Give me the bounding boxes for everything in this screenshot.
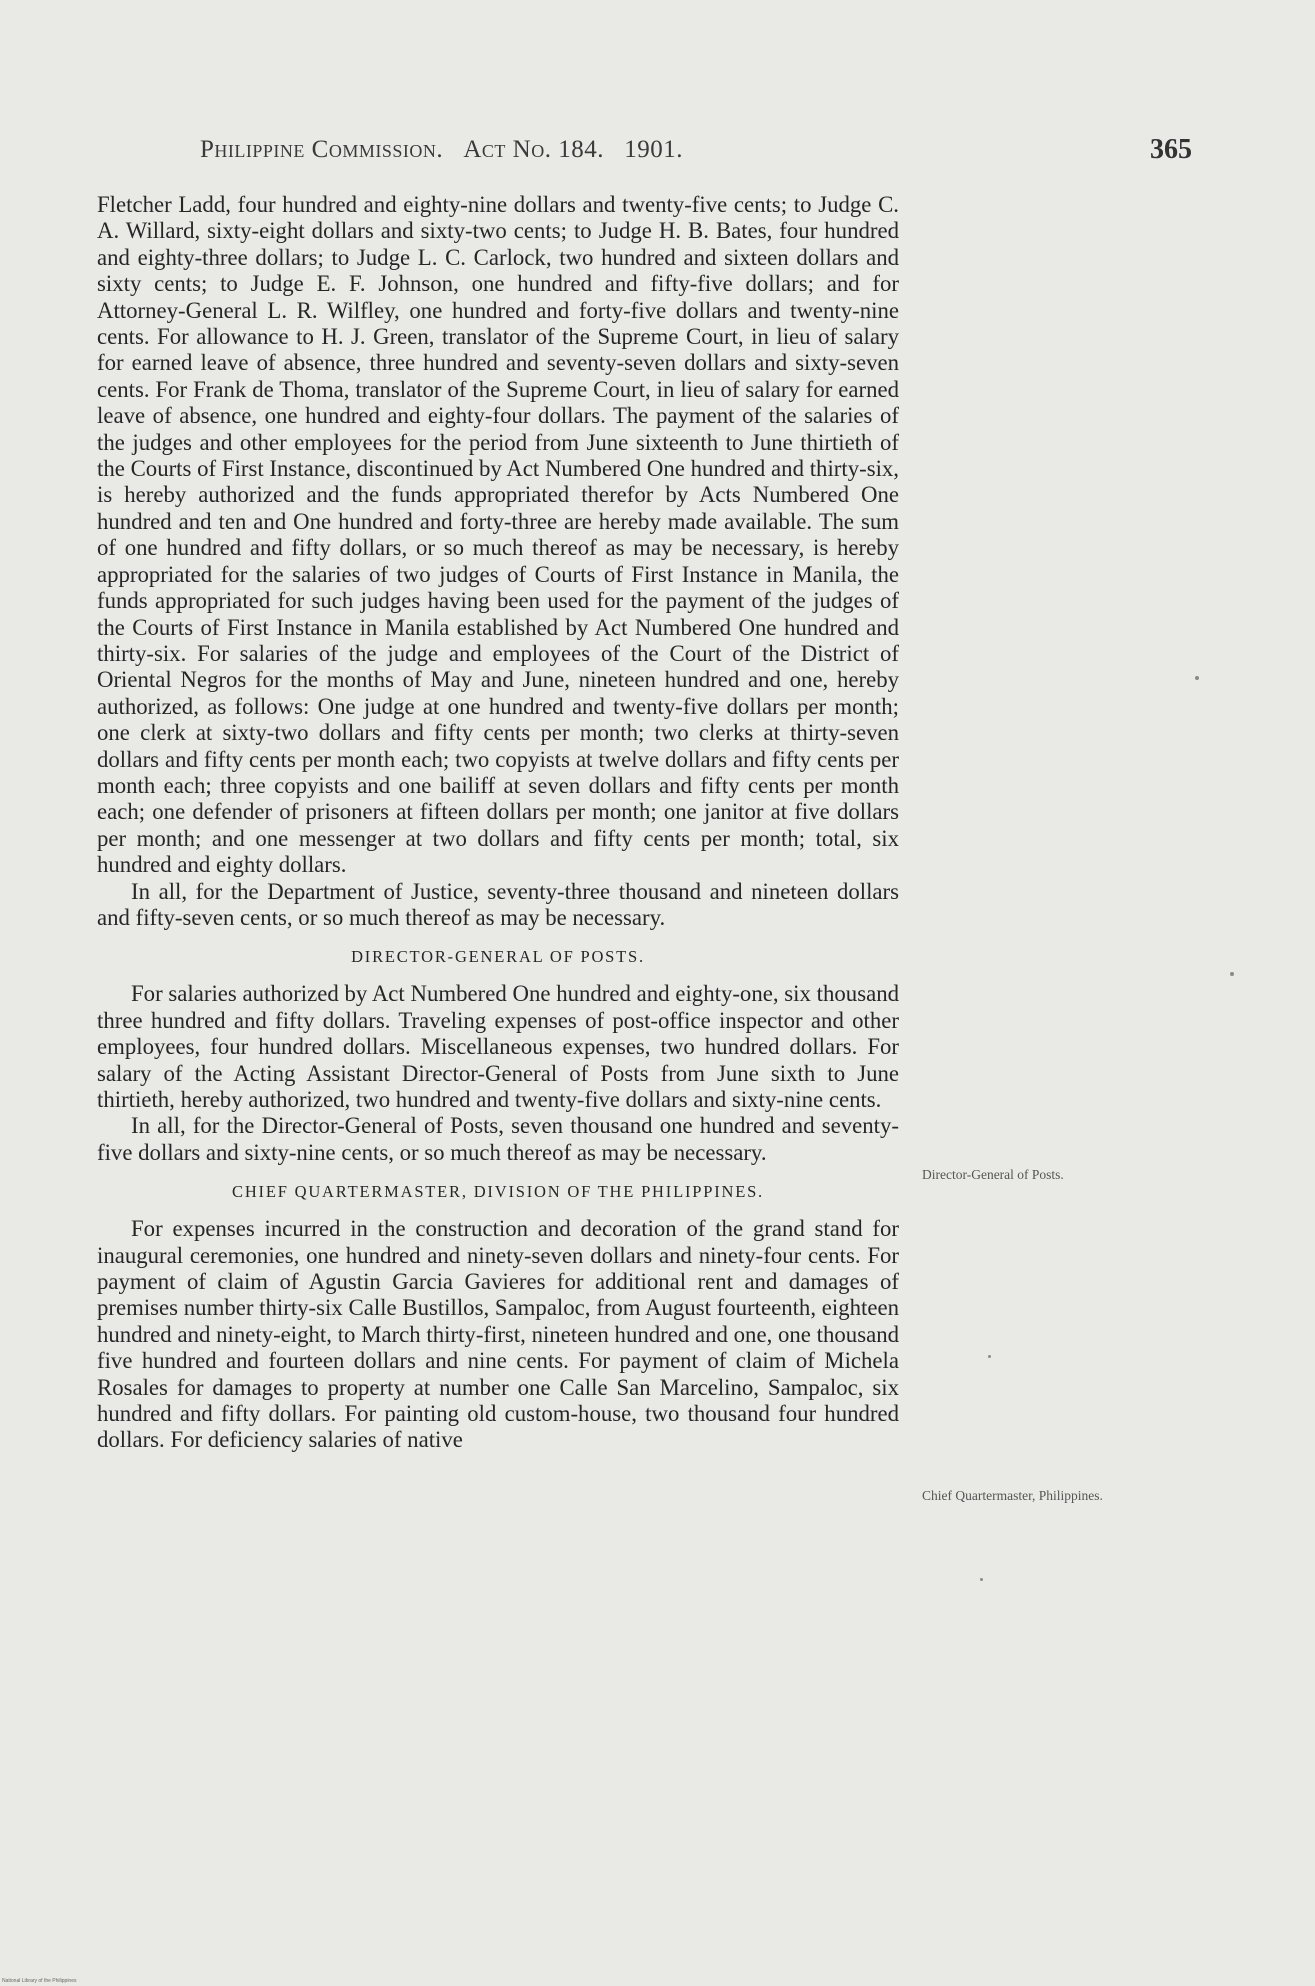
margin-note-posts: Director-General of Posts.: [922, 1167, 1064, 1182]
body-paragraph: For expenses incurred in the construction and decoration of the grand stand for inaugural ceremonies, one hundred and ninety-seven dollars and ninety-four cents. For payment of claim of Agustin Garcia Gavieres for additional rent and damages of premises number thirty-six Calle Bustillos, Sampaloc, from August fourteenth, eighteen hundred and ninety-eight, to March thirty-first, nineteen hundred and one, one thousand five hundred and fourteen dollars and nine cents. For payment of claim of Michela Rosales for damages to property at number one Calle San Marcelino, Sampaloc, six hundred and fifty dollars. For painting old custom-house, two thousand four hundred dollars. For deficiency salaries of native: [97, 1216, 899, 1453]
body-paragraph: In all, for the Department of Justice, seventy-three thousand and nineteen dollars and fifty-seven cents, or so much thereof as may be necessary.: [97, 878, 899, 930]
header-year: 1901.: [624, 136, 683, 163]
section-heading-posts: DIRECTOR-GENERAL OF POSTS.: [351, 947, 645, 967]
body-paragraph: In all, for the Director-General of Posts, seven thousand one hundred and seventy-five dollars and sixty-nine cents, or so much thereof as may be necessary.: [97, 1113, 899, 1165]
act-number: Act No. 184.: [463, 136, 604, 163]
section-heading-quartermaster: CHIEF QUARTERMASTER, DIVISION OF THE PHILIPPINES.: [232, 1182, 764, 1202]
scan-speck: [1195, 676, 1199, 680]
page-body: [97, 192, 899, 1454]
running-header: [200, 136, 800, 164]
body-paragraph: For salaries authorized by Act Numbered One hundred and eighty-one, six thousand three hundred and fifty dollars. Traveling expenses of post-office inspector and other employees, four hundred dollars. Miscellaneous expenses, two hundred dollars. For salary of the Acting Assistant Director-General of Posts from June sixth to June thirtieth, hereby authorized, two hundred and twenty-five dollars and sixty-nine cents.: [97, 981, 899, 1112]
running-title: Philippine Commission.: [200, 136, 444, 163]
body-paragraph: Fletcher Ladd, four hundred and eighty-nine dollars and twenty-five cents; to Judge C. A. Willard, sixty-eight dollars and sixty-two cents; to Judge H. B. Bates, four hundred and eighty-three dollars; to Judge L. C. Carlock, two hundred and sixteen dollars and sixty cents; to Judge E. F. Johnson, one hundred and fifty-five dollars; and for Attorney-General L. R. Wilfley, one hundred and forty-five dollars and twenty-nine cents. For allowance to H. J. Green, translator of the Supreme Court, in lieu of salary for earned leave of absence, three hundred and seventy-seven dollars and sixty-seven cents. For Frank de Thoma, translator of the Supreme Court, in lieu of salary for earned leave of absence, one hundred and eighty-four dollars. The payment of the salaries of the judges and other employees for the period from June sixteenth to June thirtieth of the Courts of First Instance, discontinued by Act Numbered One hundred and thirty-six, is hereby authorized and the funds appropriated therefor by Acts Numbered One hundred and ten and One hundred and forty-three are hereby made available. The sum of one hundred and fifty dollars, or so much thereof as may be necessary, is hereby appropriated for the salaries of two judges of Courts of First Instance in Manila, the funds appropriated for such judges having been used for the payment of the judges of the Courts of First Instance in Manila established by Act Numbered One hundred and thirty-six. For salaries of the judge and employees of the Court of the District of Oriental Negros for the months of May and June, nineteen hundred and one, hereby authorized, as follows: One judge at one hundred and twenty-five dollars per month; one clerk at sixty-two dollars and fifty cents per month; two clerks at thirty-seven dollars and fifty cents per month each; two copyists at twelve dollars and fifty cents per month each; three copyists and one bailiff at seven dollars and fifty cents per month each; one defender of prisoners at fifteen dollars per month; one janitor at five dollars per month; and one messenger at two dollars and fifty cents per month; total, six hundred and eighty dollars.: [97, 192, 899, 878]
margin-note-quartermaster: Chief Quartermaster, Philippines.: [922, 1488, 1103, 1503]
scan-footer: National Library of the Philippines: [2, 1978, 77, 1984]
scan-speck: [980, 1578, 983, 1581]
page-number: 365: [1150, 134, 1192, 165]
scan-speck: [988, 1355, 991, 1358]
scan-speck: [1230, 972, 1234, 976]
